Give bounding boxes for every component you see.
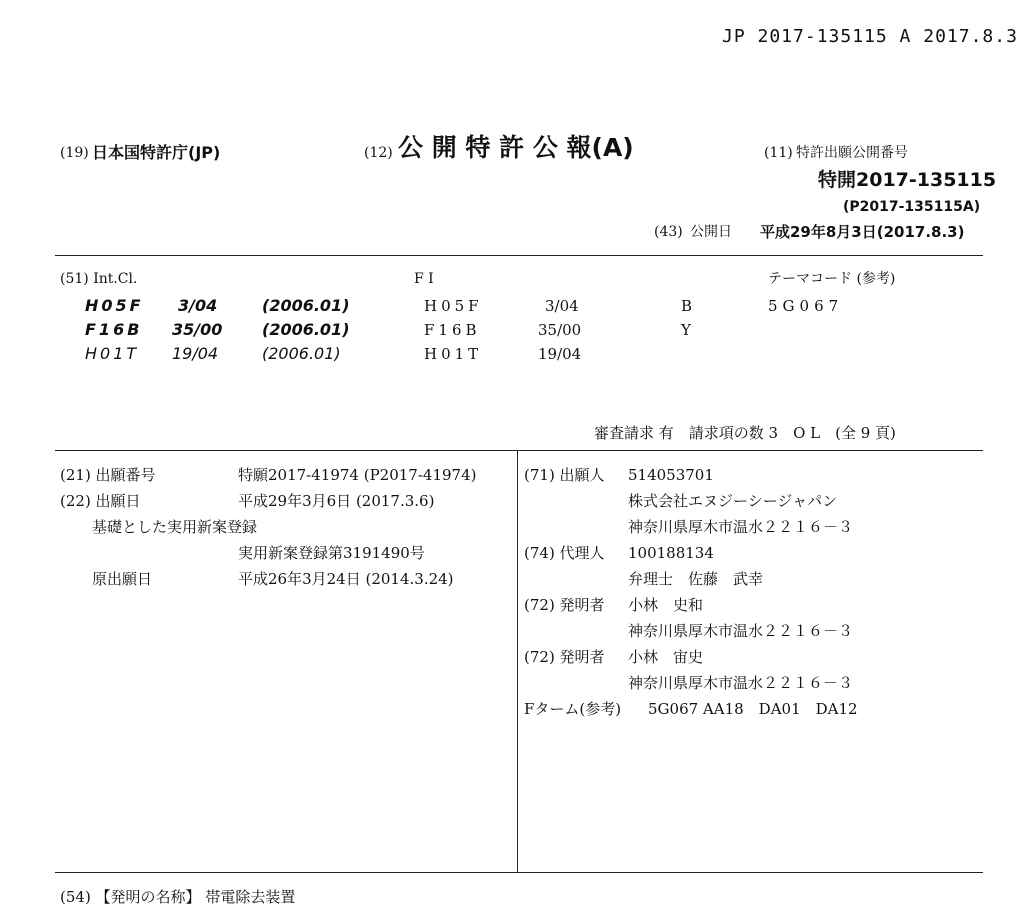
fi-group: 19/04 xyxy=(538,345,582,363)
examination-info: 審査請求 有 請求項の数 3 O L (全 9 頁) xyxy=(594,424,896,442)
kind-code: (12) xyxy=(364,145,393,161)
ipc-group: 19/04 xyxy=(172,344,219,363)
applicant-address: 神奈川県厚木市温水２２１６－３ xyxy=(628,518,854,536)
fi-class: F16B xyxy=(424,321,481,339)
fi-class: H05F xyxy=(424,297,483,315)
application-number: 特願2017-41974 (P2017-41974) xyxy=(238,466,477,484)
inventor-address: 神奈川県厚木市温水２２１６－３ xyxy=(628,622,854,640)
inventor-name: 小林 宙史 xyxy=(628,648,704,666)
ipc-version: (2006.01) xyxy=(262,296,350,315)
ipc-class: H01T xyxy=(85,344,140,363)
office-code: (19) xyxy=(60,145,89,161)
agent-number: 100188134 xyxy=(628,544,714,562)
bibliographic-top-divider xyxy=(55,450,983,451)
fi-label: F I xyxy=(414,271,434,287)
header-divider xyxy=(55,255,983,256)
original-filing-date: 平成26年3月24日 (2014.3.24) xyxy=(238,570,454,588)
publication-number: 特開2017-135115 xyxy=(818,169,997,191)
ipc-group: 3/04 xyxy=(178,296,218,315)
fi-group: 35/00 xyxy=(538,321,582,339)
fterm-codes: 5G067 AA18 DA01 DA12 xyxy=(648,700,858,718)
pubdate-code: (43) xyxy=(654,224,683,240)
agent-label: (74) 代理人 xyxy=(524,544,605,562)
bibliographic-bottom-divider xyxy=(55,872,983,873)
ipc-class: F16B xyxy=(85,320,143,339)
intcl-label: (51) Int.Cl. xyxy=(60,271,138,287)
filing-date-label: (22) 出願日 xyxy=(60,492,141,510)
ipc-class: H05F xyxy=(85,296,144,315)
publication-kind: 公 開 特 許 公 報(A) xyxy=(398,133,634,162)
inventor-label: (72) 発明者 xyxy=(524,648,605,666)
fi-code: B xyxy=(681,297,693,315)
fi-group: 3/04 xyxy=(545,297,579,315)
applicant-name: 株式会社エヌジーシージャパン xyxy=(628,492,838,510)
inventor-label: (72) 発明者 xyxy=(524,596,605,614)
pubno-code: (11) xyxy=(764,145,793,161)
applicant-label: (71) 出願人 xyxy=(524,466,605,484)
pubdate-label: 公開日 xyxy=(690,224,732,240)
agent-name: 弁理士 佐藤 武幸 xyxy=(628,570,764,588)
inventor-name: 小林 史和 xyxy=(628,596,704,614)
ipc-version: (2006.01) xyxy=(262,320,350,339)
fi-code: Y xyxy=(681,321,691,339)
patent-office: 日本国特許庁(JP) xyxy=(92,143,221,162)
filing-date: 平成29年3月6日 (2017.3.6) xyxy=(238,492,435,510)
theme-code-label: テーマコード (参考) xyxy=(768,271,896,287)
publication-date: 平成29年8月3日(2017.8.3) xyxy=(760,223,965,241)
application-number-label: (21) 出願番号 xyxy=(60,466,156,484)
publication-number-alt: (P2017-135115A) xyxy=(843,199,981,215)
pubno-label: 特許出願公開番号 xyxy=(796,145,908,161)
inventor-address: 神奈川県厚木市温水２２１６－３ xyxy=(628,674,854,692)
applicant-number: 514053701 xyxy=(628,466,714,484)
basis-registration: 実用新案登録第3191490号 xyxy=(238,544,425,562)
fterm-label: Fターム(参考) xyxy=(524,700,622,718)
document-identifier: JP 2017-135115 A 2017.8.3 xyxy=(722,26,1018,47)
ipc-version: (2006.01) xyxy=(262,344,341,363)
original-filing-label: 原出願日 xyxy=(92,570,153,588)
fi-class: H01T xyxy=(424,345,483,363)
invention-title: (54) 【発明の名称】 帯電除去装置 xyxy=(60,888,296,906)
column-divider xyxy=(517,450,518,872)
basis-label: 基礎とした実用新案登録 xyxy=(92,518,258,536)
ipc-group: 35/00 xyxy=(172,320,223,339)
theme-code: 5G067 xyxy=(768,297,844,315)
